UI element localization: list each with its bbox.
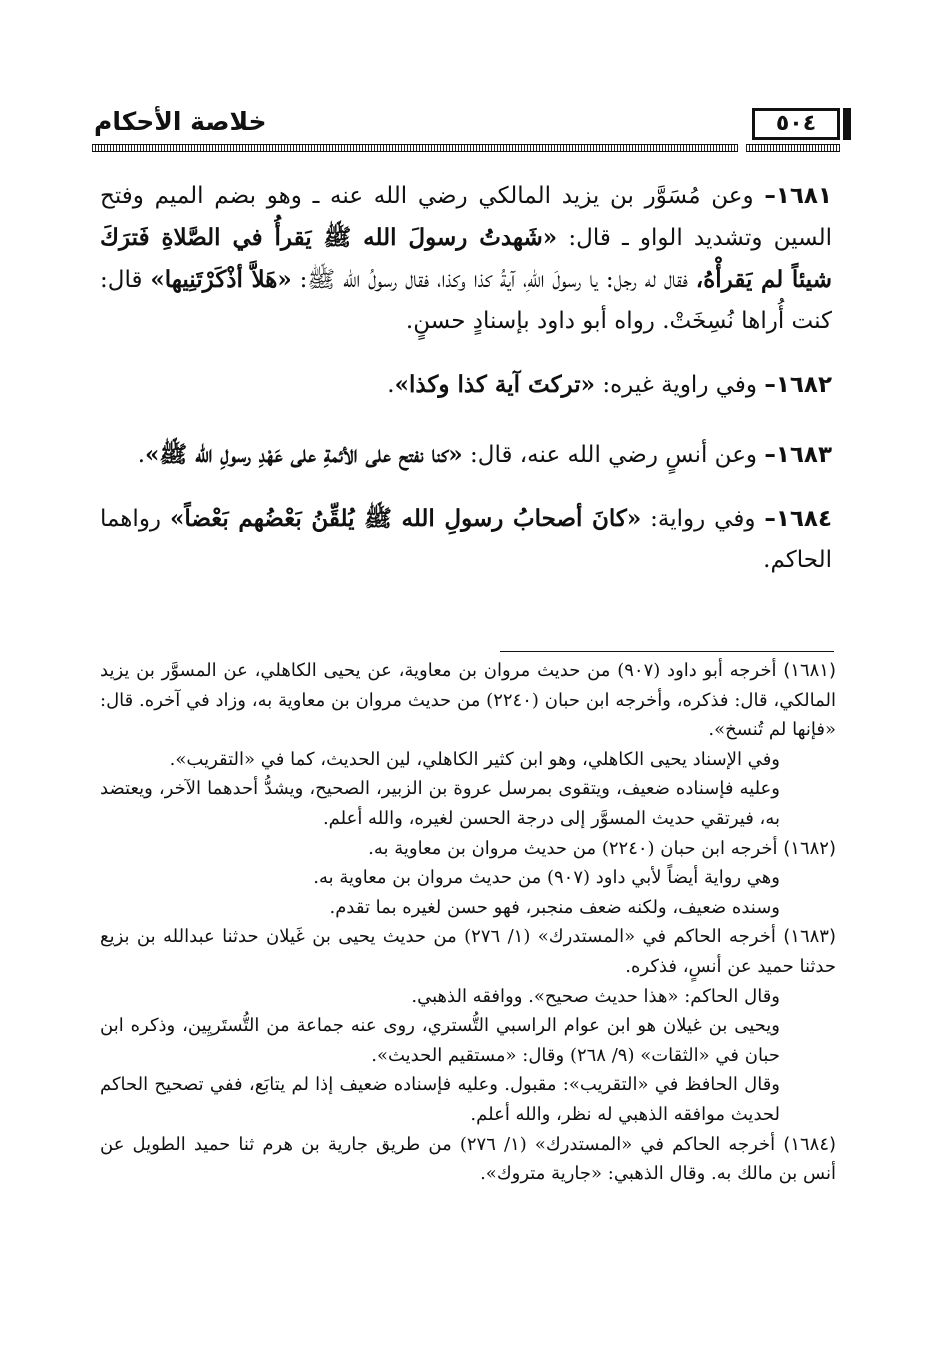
hadith-quote: «هَلاَّ أذْكَرْتَنِيها»: [150, 266, 292, 293]
footnote-ref: (١٦٨٤): [783, 1133, 837, 1155]
hadith-1682: [100, 364, 832, 406]
hadith-intro: وعن أنسٍ رضي الله عنه، قال:: [469, 442, 758, 468]
hadith-middle: فقال له رجل: يا رسولَ اللهِ، آيةُ كذا وكذا، فقال رسولُ الله ﷺ:: [299, 267, 688, 293]
footnote-ref: (١٦٨٣): [783, 926, 836, 948]
footnote-line: وهي رواية أيضاً لأبي داود (٩٠٧) من حديث مروان بن معاوية به.: [313, 867, 780, 889]
footnote-1684: [100, 1130, 836, 1189]
footnote-text: أخرجه أبو داود (٩٠٧) من حديث مروان بن معاوية، عن يحيى الكاهلي، عن المسوَّر بن يزيد المالكي، قال: فذكره، وأخرجه ابن حبان (٢٢٤٠) من حديث مروان بن معاوية به، وزاد في آخره. قال: «فإنها لم تُنسخ».: [100, 660, 837, 741]
footnote-divider: [500, 651, 834, 652]
footnote-ref: (١٦٨٢): [783, 837, 836, 859]
hadith-ending: قال: كنت أُراها نُسِخَتْ. رواه أبو داود بإسنادٍ حسنٍ.: [100, 267, 832, 334]
hadith-intro: وعن مُسَوَّر بن يزيد المالكي رضي الله عنه ـ وهو بضم الميم وفتح السين وتشديد الواو ـ قال:: [100, 183, 833, 251]
footnote-line: وقال الحاكم: «هذا حديث صحيح». ووافقه الذهبي.: [411, 985, 780, 1007]
footnote-1682: [100, 834, 836, 864]
header-rule: [92, 144, 840, 152]
hadith-quote: «كنا نفتح على الأئمةِ على عَهْدِ رسولِ الله ﷺ»: [145, 441, 463, 468]
header-rule-gap: [738, 142, 746, 154]
hadith-number: ١٦٨٢–: [764, 372, 832, 398]
footnote-ref: (١٦٨١): [783, 660, 836, 681]
page-header: [92, 104, 840, 152]
footnote-line: وسنده ضعيف، ولكنه ضعف منجبر، فهو حسن لغيره بما تقدم.: [329, 896, 780, 918]
footnote-1683: [100, 922, 836, 981]
footnote-line: ويحيى بن غيلان هو ابن عوام الراسبي التُّستري، روى عنه جماعة من التُّستَريِين، وذكره ابن حبان في «الثقات» (٩/ ٢٦٨) وقال: «مستقيم الحديث».: [100, 1015, 780, 1066]
hadith-number: ١٦٨٣–: [764, 442, 832, 468]
hadith-1681: [100, 176, 832, 342]
footnote-text: أخرجه ابن حبان (٢٢٤٠) من حديث مروان بن معاوية به.: [368, 837, 778, 859]
footnote-line: وقال الحافظ في «التقريب»: مقبول. وعليه فإسناده ضعيف إذا لم يتابَع، ففي تصحيح الحاكم لحديث موافقه الذهبي له نظر، والله أعلم.: [100, 1074, 780, 1125]
footnote-line: وفي الإسناد يحيى الكاهلي، وهو ابن كثير الكاهلي، لين الحديث، كما في «التقريب».: [169, 748, 780, 770]
footnote-line: وعليه فإسناده ضعيف، ويتقوى بمرسل عروة بن الزبير، الصحيح، ويشدُّ أحدهما الآخر، ويعتضد به، فيرتقي حديث المسوَّر إلى درجة الحسن لغيره، والله أعلم.: [100, 778, 780, 829]
hadith-quote: «شَهدتُ رسولَ الله ﷺ يَقرأُ في الصَّلاةِ فَترَكَ شيئاً لم يَقرأْهُ،: [100, 224, 833, 293]
page-number: ٥٠٤: [752, 108, 840, 140]
hadith-1683: [100, 434, 832, 476]
hadith-quote: «كانَ أصحابُ رسولِ الله ﷺ يُلقِّنُ بَعْضُهم بَعْضاً»: [169, 505, 642, 532]
footnotes: [100, 656, 836, 1189]
footnote-1681: [100, 656, 836, 745]
hadith-1684: [100, 498, 832, 581]
hadith-ending: .: [387, 372, 395, 398]
footnote-text: أخرجه الحاكم في «المستدرك» (١/ ٢٧٦) من حديث يحيى بن غَيلان حدثنا عبدالله بن بزيع حدثنا حميد عن أنسٍ، فذكره.: [100, 926, 836, 977]
hadith-intro: وفي راوية غيره:: [602, 372, 758, 398]
hadith-ending: .: [137, 442, 146, 468]
book-title: خلاصة الأحكام: [94, 107, 267, 136]
footnote-text: أخرجه الحاكم في «المستدرك» (١/ ٢٧٦) من طريق جارية بن هرم ثنا حميد الطويل عن أنس بن مالك به. وقال الذهبي: «جارية متروك».: [100, 1133, 836, 1185]
main-text: [100, 176, 832, 603]
hadith-ending: رواهما الحاكم.: [100, 506, 832, 573]
hadith-number: ١٦٨٤–: [764, 506, 832, 532]
hadith-number: ١٦٨١–: [764, 183, 832, 209]
hadith-intro: وفي رواية:: [650, 506, 756, 532]
hadith-quote: «تركتَ آية كذا وكذا»: [394, 371, 596, 398]
